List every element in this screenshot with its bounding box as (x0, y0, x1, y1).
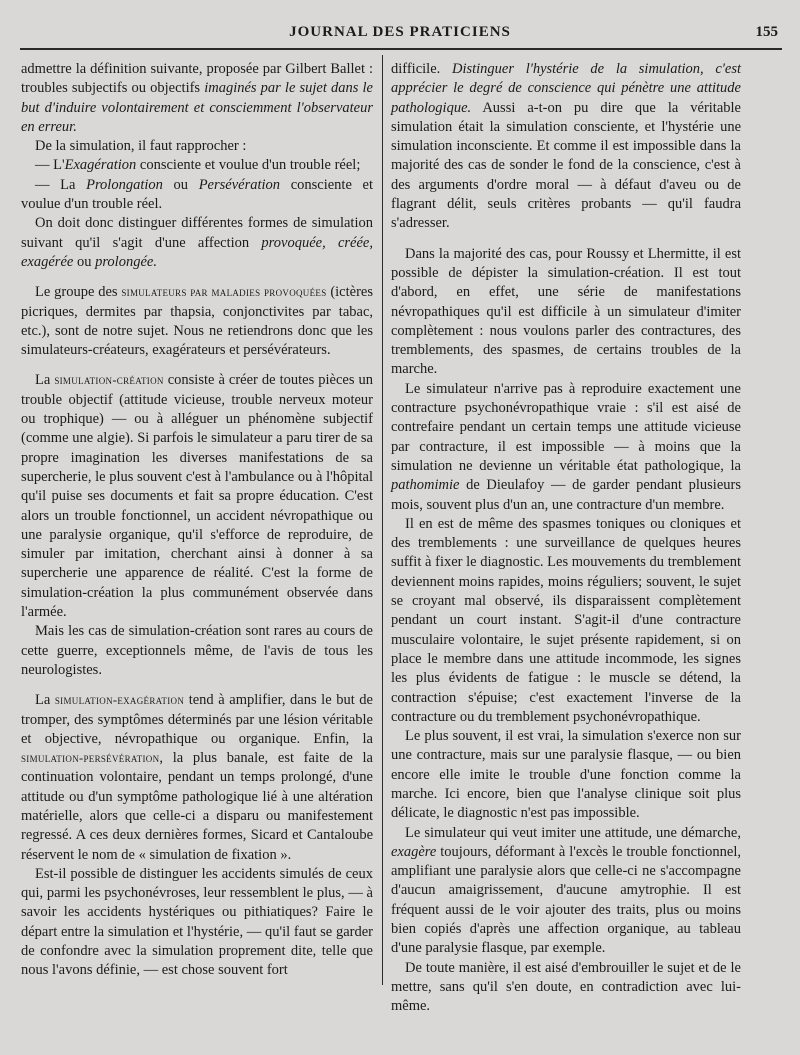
header-rule (20, 48, 782, 50)
paragraph: Le simulateur n'arrive pas à reproduire exactement une contracture psychonévropathique vraie : s'il est aisé de contrefaire pendant un certain temps une attitude vicieuse par contracture, il est impossible — à moins que la simulation ne devienne un véritable état pathologique, la pathomimie de Dieulafoy — de garder pendant plusieurs mois, souvent plus d'un an, une contracture d'un membre. (391, 380, 741, 513)
paragraph: Est-il possible de distinguer les accidents simulés de ceux qui, parmi les psychonévroses, leur ressemblent le plus, — à savoir les accidents hystériques ou pithiatiques? Faire le départ entre la simulation et l'hystérie, — qu'il faut se garder de confondre avec la simulation proprement dite, telle que nous l'avons définie, — est chose souvent fort (21, 865, 373, 979)
journal-title: JOURNAL DES PRATICIENS (289, 24, 511, 40)
paragraph: Le plus souvent, il est vrai, la simulation s'exerce non sur une contracture, mais sur une paralysie flasque, — ou bien encore elle imite le trouble d'une fonction comme la marche. Ici encore, bien que l'analyse clinique soit plus délicate, le diagnostic n'est pas impossible. (391, 728, 741, 822)
paragraph: La simulation-exagération tend à amplifier, dans le but de tromper, des symptômes déterminés par une lésion véritable et objective, névropathique ou organique. Enfin, la simulation-persévération, la plus banale, est faite de la continuation volontaire, pendant un temps prolongé, d'une attitude ou d'un symptôme pathologique lié à une altération matérielle, alors que celle-ci a disparu ou manifestement regressé. A ces deux dernières formes, Sicard et Cantaloube réservent le nom de « simulation de fixation ». (21, 692, 373, 863)
column-divider (382, 55, 383, 985)
paragraph: On doit donc distinguer différentes formes de simulation suivant qu'il s'agit d'une affection provoquée, créée, exagérée ou prolongée. (21, 215, 373, 270)
paragraph: Le simulateur qui veut imiter une attitude, une démarche, exagère toujours, déformant à l'excès le trouble fonctionnel, amplifiant une paralysie alors que celle-ci ne s'accompagne d'aucun amaigrissement, d'aucune amytrophie. Il est fréquent aussi de le voir ajouter des traits, plus ou moins bien copiés d'après une affection organique, au tableau d'une paralysie flasque, par exemple. (391, 824, 741, 957)
paragraph: admettre la définition suivante, proposée par Gilbert Ballet : troubles subjectifs ou objectifs imaginés par le sujet dans le but d'induire volontairement et consciemment l'observateur en erreur. (21, 61, 373, 135)
paragraph: — L'Exagération consciente et voulue d'un trouble réel; (35, 157, 361, 174)
page-header (0, 24, 800, 46)
paragraph: — La Prolongation ou Persévération consciente et voulue d'un trouble réel. (21, 176, 373, 213)
paragraph: Le groupe des simulateurs par maladies provoquées (ictères picriques, dermites par thapsia, conjonctivites par tabac, etc.), sont de notre sujet. Nous ne retiendrons donc que les simulateurs-créateurs, exagérateurs et persévérateurs. (21, 284, 373, 359)
paragraph: De la simulation, il faut rapprocher : (35, 138, 247, 155)
paragraph: Mais les cas de simulation-création sont rares au cours de cette guerre, exceptionnels même, de l'avis de tous les neurologistes. (21, 623, 373, 678)
page-number: 155 (755, 24, 778, 40)
left-column (21, 60, 373, 981)
paragraph: Dans la majorité des cas, pour Roussy et Lhermitte, il est possible de dépister la simulation-création. Il est tout d'abord, en effet, une série de manifestations névropathiques qu'il est difficile à un simulateur d'imiter complètement : nous voulons parler des contractures, des tremblements, des spasmes, de certains troubles de la marche. (391, 245, 741, 378)
paragraph: Il en est de même des spasmes toniques ou cloniques et des tremblements : une surveillance de quelques heures suffit à fixer le diagnostic. Les mouvements du tremblement deviennent moins rapides, moins réguliers; souvent, le sujet se croyant mal observé, ils disparaissent complètement pendant un court instant. S'agit-il d'une contracture musculaire volontaire, le sujet présente rapidement, si on place le membre dans une attitude incommode, les signes les plus évidents de fatigue : le muscle se détend, la contraction s'épuise; c'est exactement l'inverse de la contracture ou du tremblement psychonévropathique. (391, 515, 741, 725)
right-column (391, 60, 741, 1017)
paragraph: difficile. Distinguer l'hystérie de la simulation, c'est apprécier le degré de conscience qui pénètre une attitude pathologique. Aussi a-t-on pu dire que la véritable simulation était la simulation consciente, et l'hystérie une simulation inconsciente. Et comme il est impossible dans la majorité des cas de sonder le fond de la conscience, c'est à des arguments d'ordre moral — à défaut d'aveu ou de flagrant délit, seuls critères probants — qu'il faudra s'adresser. (391, 61, 741, 232)
paragraph: La simulation-création consiste à créer de toutes pièces un trouble objectif (attitude vicieuse, trouble nerveux moteur ou trophique) — ou à alléguer un phénomène subjectif (comme une algie). Si parfois le simulateur a paru tirer de sa propre imagination les diverses manifestations de sa supercherie, le plus souvent c'est à l'ambulance ou à l'hôpital qu'il puise ses documents et fait sa propre éducation. C'est alors un trouble fonctionnel, un accident névropathique ou une paralysie organique, qu'il s'efforce de reproduire, de simuler par imitation, cherchant ainsi à donner à sa supercherie une apparence de réalité. C'est la forme de simulation-création la plus communément observée dans l'armée. (21, 372, 374, 621)
paragraph: De toute manière, il est aisé d'embrouiller le sujet et de le mettre, sans qu'il s'en doute, en contradiction avec lui-même. (391, 959, 741, 1015)
